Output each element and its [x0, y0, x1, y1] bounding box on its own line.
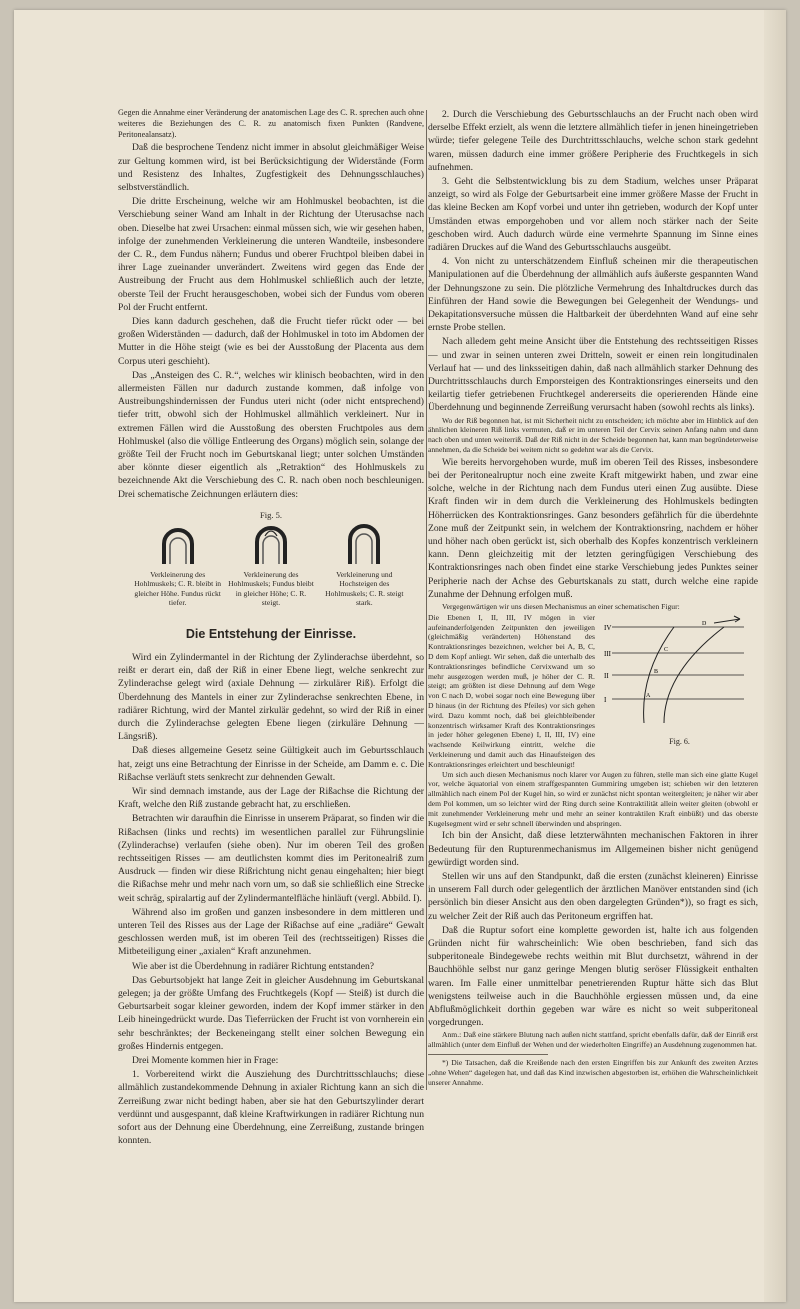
- paragraph: Drei Momente kommen hier in Frage:: [132, 1055, 279, 1066]
- figure-5-caption: Verkleinerung des Hohlmuskels; Fundus bleibt in gleicher Höhe; C. R. steigt.: [228, 570, 314, 608]
- footnote-rule: [428, 1054, 548, 1055]
- section-heading: Die Entstehung der Einrisse.: [185, 626, 357, 641]
- right-column: [428, 108, 758, 1088]
- figure-6: [601, 613, 758, 770]
- paragraph: Das Geburtsobjekt hat lange Zeit in gleicher Ausdehnung im Geburtskanal gelegen; ja der größte Umfang des Fruchtkegels (Kopf — Steiß) ist durch die Geburtsarbeit sogar kleiner geworden, indem der Kopf immer stärker in den Leib hineingedrückt wurde. Das Tieferrücken der Frucht ist von vornherein ein sehr beschränktes; der Beckeneingang stellt einer solchen Bewegung ein großes Hindernis entgegen.: [118, 974, 424, 1052]
- paragraph: Während also im großen und ganzen insbesondere in dem mittleren und unteren Teil des Risses aus der Lage der Rißachse auf eine „radiäre“ Gewalt geschlossen werden muß, ist im oberen Teil des (rechtsseitigen) Risses die Mitbeteiligung einer „axialen“ Kraft anzunehmen.: [118, 906, 424, 958]
- left-column: [118, 108, 424, 1148]
- paragraph: Wird ein Zylindermantel in der Richtung der Zylinderachse überdehnt, so reißt er derart ein, daß der Riß in einer Ebene liegt, welche senkrecht zur Zylinderachse gelegt wird (axiale Dehnung — zirkulärer Riß). Erfolgt die Überdehnung des Mantels in einer zur Zylinderachse senkrechten Ebene, in radiärer Richtung, wird der Mantel zirkulär gedehnt, so wird der Riß in einer durch die Zylinderachse gelegten Ebene liegen (zirkuläre Dehnung — Längsriß).: [118, 651, 424, 743]
- point-label: D: [702, 620, 707, 627]
- figure-5-caption: Verkleinerung des Hohlmuskels; C. R. bleibt in gleicher Höhe. Fundus rückt tiefer.: [134, 570, 222, 608]
- paragraph: Daß die Ruptur sofort eine komplette geworden ist, halte ich aus folgenden Gründen nicht für wahrscheinlich: Wie oben beschrieben, fand sich das subperitoneale Bindegewebe rechts weithin mit Blut durchsetzt, während in der Bauchhöhle selbst nur ganz geringe Mengen blutig seröser Flüssigkeit enthalten waren. Im Falle einer unmittelbar penetrierenden Ruptur hätte sich das Blut wenigstens teilweise auch in die Bauchhöhle ergiessen müssen und, da eine Abflußmöglichkeit dorthin gegeben war wäre es nicht so weit subperitoneal vorgedrungen.: [428, 924, 758, 1029]
- note: Wo der Riß begonnen hat, ist mit Sicherheit nicht zu entscheiden; ich möchte aber im Hinblick auf den ähnlichen kleineren Riß links vermuten, daß er im unteren Teil der Cervix seinen Anfang nahm und dann nach oben und unten weiterriß. Daß der Riß nicht in der Scheide begonnen hat, kann man begründeterweise annehmen, da die Scheide bei weitem nicht so gedehnt war als die Cervix.: [428, 415, 758, 455]
- uterus-diagram-1: [158, 524, 198, 566]
- point-label: A: [646, 692, 651, 699]
- paragraph: 1. Vorbereitend wirkt die Ausziehung des Durchtrittsschlauchs; diese allmählich zustandekommende Dehnung in axialer Richtung kann an sich die Zerreißung zwar nicht bedingt haben, aber sie hat den Geburtszylinder derart verdünnt und ausgespannt, daß kleine Kraftwirkungen in radiärer Richtung nun sofort aus der Dehnung eine Überdehnung, eine Zerreißung, zustande bringen konnten.: [118, 1069, 424, 1147]
- figure-5-panel-3: [320, 524, 408, 608]
- paragraph: Daß dieses allgemeine Gesetz seine Gültigkeit auch im Geburtsschlauch hat, zeigt uns eine Betrachtung der Einrisse in der Scheide, am Damm e. c. Die Rißachse verläuft stets senkrecht zur dehnenden Gewalt.: [118, 745, 424, 783]
- figure-5-panel-1: [134, 524, 222, 608]
- figure-6-text: Die Ebenen I, II, III, IV mögen in vier aufeinanderfolgenden Zeitpunkten den jeweiligen (gleichmäßig veränderten) Höhenstand des Kontraktionsringes bezeichnen, welcher bei A, B, C, D dem Kopf anliegt. Wir sehen, daß die unterhalb des Kontraktionsringes befindliche Cervixwand um so mehr ausgezogen werden muß, je höher der C. R. steigt; am größten ist diese Dehnung auf dem Wege von C nach D, wobei sogar noch eine Bewegung über D hinaus (in der Richtung des Pfeiles) vor sich gehen wird. Dazu kommt noch, daß bei gleichbleibender konzentrisch wirksamer Kraft des Kontraktionsringes in jeder höher gelegenen Ebene) I, II, III, IV) eine wachsende Keilwirkung eintritt, welche die Verkleinerung und damit auch das Hinaufsteigen des Kontraktionsringes erleichtert und beschleunigt!: [428, 612, 595, 769]
- point-label: C: [664, 646, 669, 653]
- page-sheet: [14, 10, 786, 1302]
- note: Um sich auch diesen Mechanismus noch klarer vor Augen zu führen, stelle man sich eine glatte Kugel vor, welche äquatorial von einem straffgespannten Gummiring umgeben ist; schieben wir den letzteren allmählich nach einem Pol der Kugel hin, so wird er zunächst nicht spontan weitergleiten; je näher wir aber dem Pol kommen, um so leichter wird der Ring durch seine Kontraktilität allein weiter gleiten (obwohl er mit zunehmender Verkleinerung mehr und mehr an seiner kontraktilen Kraft einbüßt) und das oberste Kugelsegment wird er sehr schnell überwinden und abspringen.: [428, 769, 758, 828]
- paragraph: Wie bereits hervorgehoben wurde, muß im oberen Teil des Risses, insbesondere bei der Peritonealruptur noch eine zweite Kraft mitgewirkt haben, und zwar eine solche, welche in der Richtung nach dem Fundus uteri einen Zug ausübte. Diese Kraft finden wir in dem durch die Verkleinerung des Hohlmuskels bedingten Höherrücken des Kontraktionsringes. Ganz besonders gefährlich für die überdehnte Zone muß der Zeitpunkt sein, in welchem der Kontraktionsring, nachdem er höher und höher nach oben gerückt ist, sich oberhalb des Kopfes konzentrisch verkleinern kann. Denn gleichzeitig mit der letzten geringfügigen Verschiebung des Kontraktionsringes nach oben findet eine starke Verschiebung jedes Punktes seiner Peripherie nach der Achse des Geburtskanals zu statt, durch welche eine rapide Zunahme der Dehnung erfolgen muß.: [428, 456, 758, 600]
- figure-6-lead: Vergegenwärtigen wir uns diesen Mechanismus an einer schematischen Figur:: [442, 602, 680, 612]
- figure-5-label: Fig. 5.: [260, 509, 282, 520]
- figure-6-block: [428, 613, 758, 770]
- uterus-diagram-3: [344, 524, 384, 566]
- paragraph: Betrachten wir daraufhin die Einrisse in unserem Präparat, so finden wir die Rißachsen (links und rechts) im wesentlichen parallel zur Führungslinie (Zylinderachse) verlaufen (siehe oben). Nur im oberen Teil des großen rechtsseitigen Risses — am deutlichsten kommt dies im Peritonealriß zum Ausdruck — finden wir diese Rißrichtung nicht genau eingehalten; hier biegt die Rißachse mehr und mehr nach vorn um, so daß sie schließlich eine Strecke weit schräg, spiralartig auf der Zylindermantelfläche hinläuft (vergl. Abbild. I).: [118, 813, 424, 904]
- uterus-diagram-2: [251, 524, 291, 566]
- plane-label: II: [604, 671, 610, 680]
- note: Anm.: Daß eine stärkere Blutung nach außen nicht stattfand, spricht ebenfalls dafür, daß der Einriß erst allmählich (unter dem Einfluß der Wehen und der wiederholten Eingriffe) an Ausdehnung zugenommen hat.: [428, 1030, 758, 1050]
- plane-label: IV: [604, 623, 612, 632]
- figure-6-label: Fig. 6.: [669, 737, 690, 747]
- contraction-ring-diagram: [604, 613, 754, 731]
- intro-note: Gegen die Annahme einer Veränderung der anatomischen Lage des C. R. sprechen auch ohne weiteres die Beziehungen des C. R. zu anatomisch fixen Punkten (Randvene, Peritonealansatz).: [118, 108, 424, 139]
- paragraph: 4. Von nicht zu unterschätzendem Einfluß scheinen mir die therapeutischen Manipulationen auf die Überdehnung der allmählich aufs äußerste gespannten Wand der Dehnungszone zu sein. Die plötzliche Vermehrung des Inhaltdruckes durch das Einführen der Hand sowie die Bewegungen bei Gelegenheit der Wendungs- und Dekapitationsversuche müssen die Haltbarkeit der überdehnten Wand auf eine sehr ernste Probe stellen.: [428, 256, 758, 334]
- paragraph: Wie aber ist die Überdehnung in radiärer Richtung entstanden?: [132, 960, 375, 972]
- paragraph: Das „Ansteigen des C. R.“, welches wir klinisch beobachten, wird in den allermeisten Fällen nur dadurch zustande kommen, daß infolge von Austreibungshindernissen der Fundus uteri nicht (oder nicht entsprechend) tiefer tritt, obwohl sich der Hohlmuskel allmählich verkleinert. Nur in extremen Fällen wird die Ausstoßung des obersten Fruchtpoles aus dem Hohlmuskel (also die völlige Entleerung des Organs) möglich sein, solange der größte Teil der Frucht noch im Geburtskanal liegt; unter solchen Umständen aber könnte dieser eigentlich als „Retraktion“ des Hohlmuskels zu bezeichnende Akt die Verschiebung des C. R. nach oben noch beschleunigen. Drei schematische Zeichnungen erläutern dies:: [118, 369, 424, 500]
- point-label: B: [654, 668, 659, 675]
- plane-label: I: [604, 695, 607, 704]
- paragraph: Dies kann dadurch geschehen, daß die Frucht tiefer rückt oder — bei großen Widerständen — dadurch, daß der Hohlmuskel in toto im Abdomen der Mutter in die Höhe steigt (wie es bei der Ausstoßung der Placenta aus dem Corpus uteri geschieht).: [118, 316, 424, 367]
- figure-5: [131, 524, 411, 608]
- footnote: *) Die Tatsachen, daß die Kreißende nach den ersten Eingriffen bis zur Ankunft des zweiten Arztes „ohne Wehen“ dagelegen hat, und daß das Kind inzwischen abgestorben ist, erhöhen die Wahrscheinlichkeit unserer Annahme.: [428, 1058, 758, 1087]
- figure-5-panel-2: [227, 524, 315, 608]
- figure-5-caption: Verkleinerung und Hochsteigen des Hohlmuskels; C. R. steigt stark.: [325, 570, 404, 608]
- paragraph: 2. Durch die Verschiebung des Geburtsschlauchs an der Frucht nach oben wird derselbe Effekt erzielt, als wenn die letztere allmählich tiefer in jenen hineingetrieben würde; tiefer gelegene Teile des Durchtrittsschlauchs, welche schon stark gedehnt waren, müssen dadurch eine immer größere Peripherie des Fruchtkegels in sich aufnehmen.: [428, 109, 758, 173]
- plane-label: III: [604, 649, 612, 658]
- paragraph: 3. Geht die Selbstentwicklung bis zu dem Stadium, welches unser Präparat anzeigt, so wird als Folge der Geburtsarbeit eine immer größere Masse der Frucht in das kleine Becken am Kopf vorbei und unter ihn getrieben, wodurch der Kopf unter Umständen etwas emporgehoben und vor allem noch stärker nach der Seite geschoben wird. Auch dadurch würde eine vermehrte Spannung im Sinne eines radiären Druckes auf die Wand des Geburtsschlauchs ausgeübt.: [428, 176, 758, 254]
- paragraph: Stellen wir uns auf den Standpunkt, daß die ersten (zunächst kleineren) Einrisse in unserem Fall durch oder gelegentlich der ärztlichen Manöver entstanden sind (ich persönlich bin dieser Ansicht aus den oben dargelegten Gründen*)), so fragt es sich, zu welcher Zeit der Riß auch das Peritoneum ergriffen hat.: [428, 871, 758, 922]
- page-edge: [764, 10, 786, 1302]
- paragraph: Nach alledem geht meine Ansicht über die Entstehung des rechtsseitigen Risses — und zwar in seinen unteren zwei Dritteln, soweit er einen rein longitudinalen Verlauf hat — und des linksseitigen dahin, daß nach allmählich starker Dehnung des Durchtrittsschlauchs durch Emporsteigen des Kontraktionsringes einerseits und den keilartig tiefer getriebenen Fruchtkegel andererseits die operierenden Hände eine Überdehnung und beginnende Zerreißung verursacht haben (sowohl rechts als links).: [428, 336, 758, 414]
- paragraph: Die dritte Erscheinung, welche wir am Hohlmuskel beobachten, ist die Verschiebung seiner Wand am Inhalt in der Richtung der Uterusachse nach oben. Dieselbe hat zwei Ursachen: einmal müssen sich, wie wir gesehen haben, infolge der zunehmenden Verkleinerung die unteren Wandteile, insbesondere der C. R., dem Fundus nähern; Fundus und oberer Fruchtpol bleiben dabei in ihrer Lage zueinander unverändert. Zweitens wird gegen das Ende der Austreibung der Frucht aus dem Hohlmuskel schließlich auch der letzte, oberste Teil der Frucht herausgeschoben, wobei sich der Fundus vom oberen Pol der Frucht entfernt.: [118, 196, 424, 313]
- paragraph: Wir sind demnach imstande, aus der Lage der Rißachse die Richtung der Kraft, welche den Riß zustande gebracht hat, zu erschließen.: [118, 785, 424, 811]
- paragraph: Daß die besprochene Tendenz nicht immer in absolut gleichmäßiger Weise zur Geltung kommen wird, ist bei Berücksichtigung der Widerstände (Form und Resistenz des Inhaltes, Zugfestigkeit des Dehnungsschlauches) selbstverständlich.: [118, 142, 424, 193]
- paragraph: Ich bin der Ansicht, daß diese letzterwähnten mechanischen Faktoren in ihrer Bedeutung für den Rupturenmechanismus im Allgemeinen bisher nicht genügend gewürdigt worden sind.: [428, 830, 758, 868]
- column-divider: [426, 110, 427, 1090]
